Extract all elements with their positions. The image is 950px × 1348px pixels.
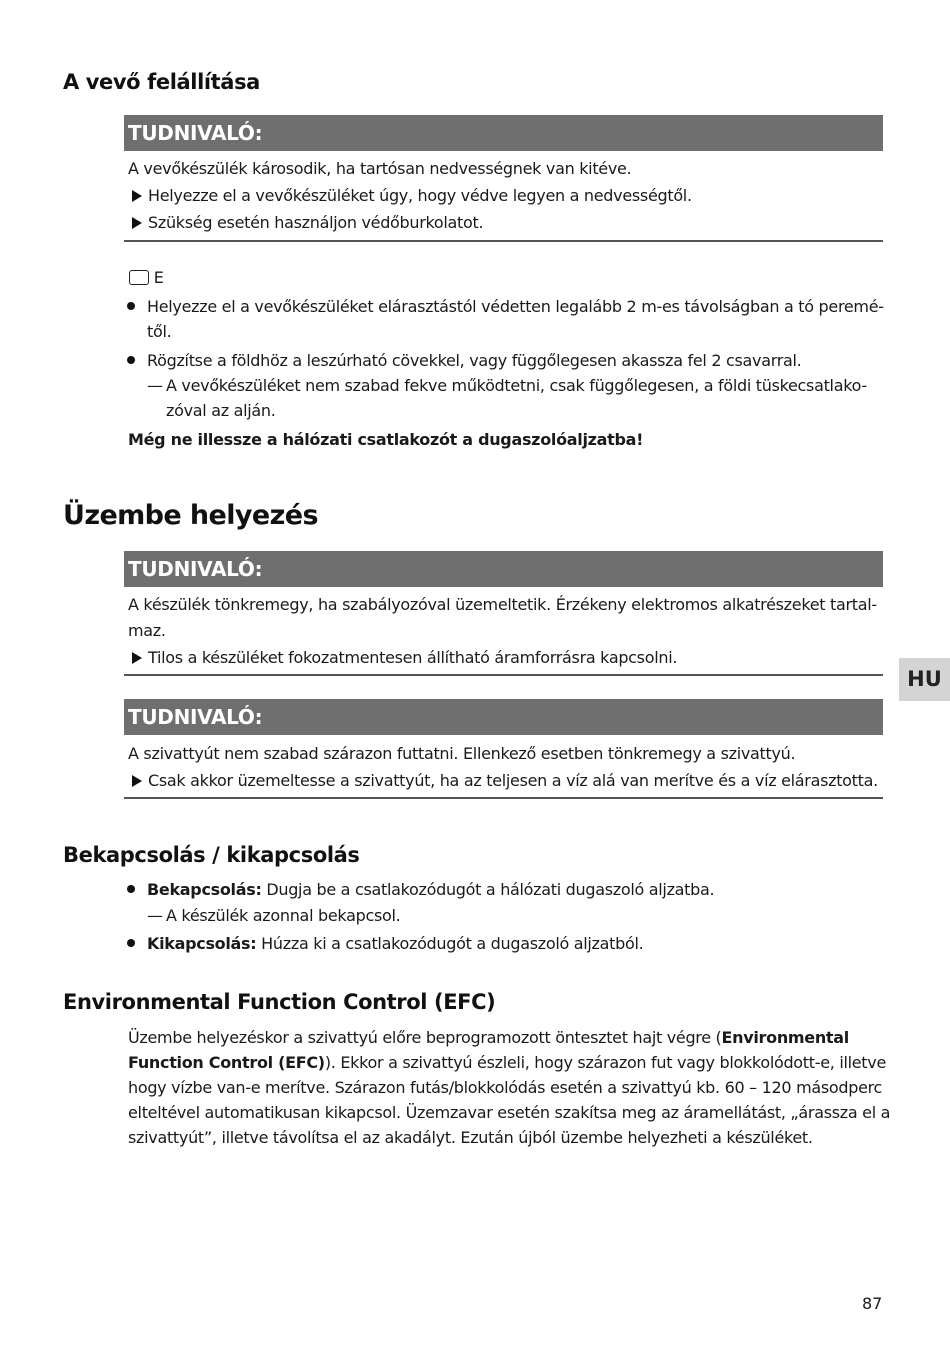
notice-divider <box>124 240 883 242</box>
notice-divider <box>124 674 883 676</box>
section-title-receiver: A vevő felállítása <box>63 70 260 94</box>
triangle-bullet-icon <box>132 775 142 787</box>
list-item-text: Rögzítse a földhöz a leszúrható cövekkel, vagy függőlegesen akassza fel 2 csavarral. <box>147 351 802 370</box>
bullet-icon <box>127 939 135 947</box>
paragraph-line: elteltével automatikusan kikapcsol. Üzemzavar esetén szakítsa meg az áramellátást, „árassza el a <box>128 1103 891 1122</box>
page-number: 87 <box>862 1294 883 1313</box>
warning-text: Még ne illessze a hálózati csatlakozót a dugaszolóaljzatba! <box>128 430 644 449</box>
notice-step: Szükség esetén használjon védőburkolatot. <box>132 213 483 232</box>
list-item-text: Bekapcsolás: Dugja be a csatlakozódugót a hálózati dugaszoló aljzatba. <box>147 880 715 899</box>
notice-text: A vevőkészülék károsodik, ha tartósan nedvességnek van kitéve. <box>128 159 632 178</box>
figure-icon <box>129 270 149 285</box>
notice-text: A szivattyút nem szabad szárazon futtatni. Ellenkező esetben tönkremegy a szivattyú. <box>128 744 796 763</box>
notice-step: Helyezze el a vevőkészüléket úgy, hogy védve legyen a nedvességtől. <box>132 186 692 205</box>
notice-header <box>124 551 883 587</box>
bullet-icon <box>127 885 135 893</box>
list-item <box>127 297 135 316</box>
triangle-bullet-icon <box>132 190 142 202</box>
notice-header <box>124 699 883 735</box>
paragraph-line: Üzembe helyezéskor a szivattyú előre beprogramozott öntesztet hajt végre (Environmental <box>128 1028 849 1047</box>
bullet-icon <box>127 356 135 364</box>
paragraph-line: szivattyút”, illetve távolítsa el az akadályt. Ezután újból üzembe helyezheti a készüléket. <box>128 1128 813 1147</box>
paragraph-line: hogy vízbe van-e merítve. Szárazon futás/blokkolódás esetén a szivattyú kb. 60 – 120 másodperc <box>128 1078 883 1097</box>
list-item-text: től. <box>147 322 172 341</box>
figure-reference: E <box>129 268 164 287</box>
sub-item-text: zóval az alján. <box>166 401 276 420</box>
notice-text: maz. <box>128 621 166 640</box>
language-tab: HU <box>899 658 950 701</box>
section-title-switch: Bekapcsolás / kikapcsolás <box>63 843 360 867</box>
paragraph-line: Function Control (EFC)). Ekkor a szivattyú észleli, hogy szárazon fut vagy blokkolódott-e, illetve <box>128 1053 886 1072</box>
dash-marker: — <box>147 376 163 395</box>
notice-text: A készülék tönkremegy, ha szabályozóval üzemeltetik. Érzékeny elektromos alkatrészeket tartal- <box>128 595 877 614</box>
notice-step: Tilos a készüléket fokozatmentesen állítható áramforrásra kapcsolni. <box>132 648 677 667</box>
list-item <box>127 880 135 899</box>
notice-step: Csak akkor üzemeltesse a szivattyút, ha az teljesen a víz alá van merítve és a víz elárasztotta. <box>132 771 878 790</box>
triangle-bullet-icon <box>132 652 142 664</box>
notice-label: TUDNIVALÓ: <box>128 121 263 145</box>
list-item <box>127 934 135 953</box>
notice-label: TUDNIVALÓ: <box>128 705 263 729</box>
list-item-text: Kikapcsolás: Húzza ki a csatlakozódugót a dugaszoló aljzatból. <box>147 934 644 953</box>
list-item-text: Helyezze el a vevőkészüléket elárasztástól védetten legalább 2 m-es távolságban a tó peremé- <box>147 297 884 316</box>
notice-header <box>124 115 883 151</box>
notice-label: TUDNIVALÓ: <box>128 557 263 581</box>
notice-divider <box>124 797 883 799</box>
bullet-icon <box>127 302 135 310</box>
sub-item-text: A vevőkészüléket nem szabad fekve működtetni, csak függőlegesen, a földi tüskecsatlako- <box>166 376 867 395</box>
list-item <box>127 351 135 370</box>
sub-item-text: A készülék azonnal bekapcsol. <box>166 906 401 925</box>
dash-marker: — <box>147 906 163 925</box>
triangle-bullet-icon <box>132 217 142 229</box>
section-title-efc: Environmental Function Control (EFC) <box>63 990 496 1014</box>
section-title-commissioning: Üzembe helyezés <box>63 500 318 531</box>
